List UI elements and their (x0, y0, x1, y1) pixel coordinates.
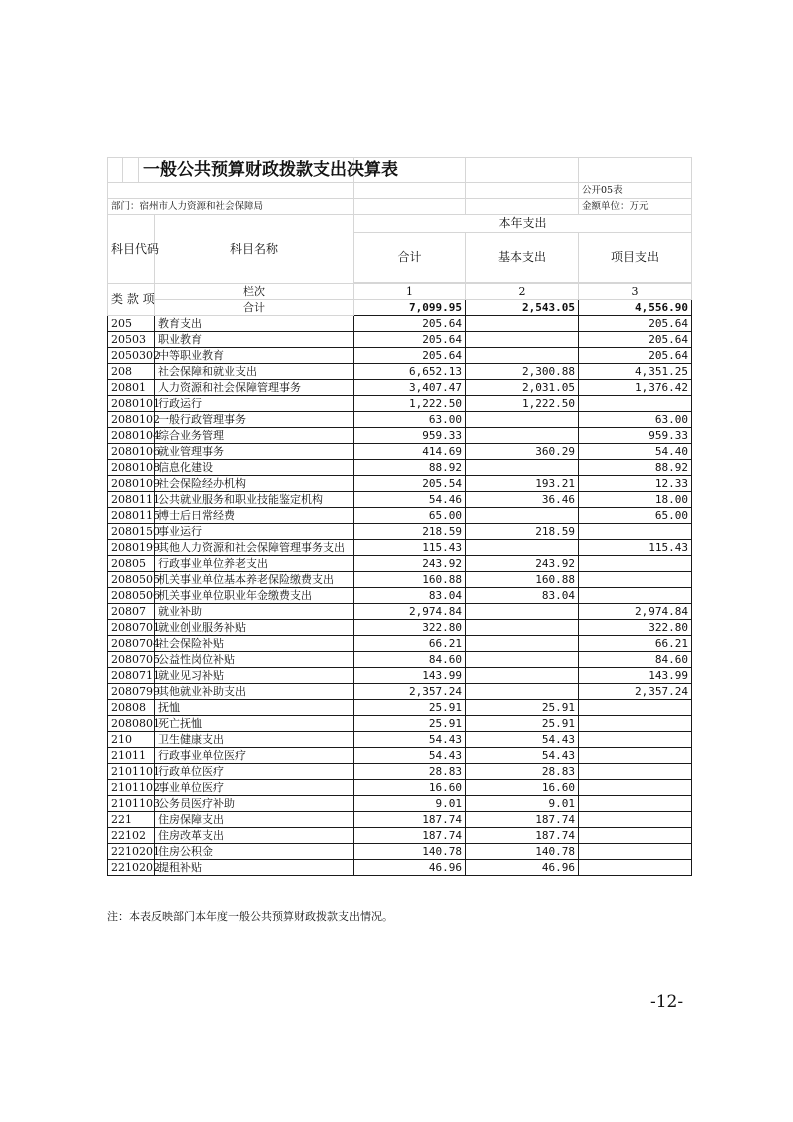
subject-code-cell: 2080150 (108, 524, 155, 540)
totals-total: 7,099.95 (354, 300, 466, 316)
project-cell: 88.92 (579, 460, 692, 476)
basic-cell: 28.83 (466, 764, 579, 780)
basic-cell: 1,222.50 (466, 396, 579, 412)
subject-code-cell: 2080506 (108, 588, 155, 604)
subject-name-cell: 博士后日常经费 (155, 508, 354, 524)
subject-name-cell: 住房保障支出 (155, 812, 354, 828)
basic-cell: 2,300.88 (466, 364, 579, 380)
table-row (108, 476, 692, 492)
table-row (108, 396, 692, 412)
project-cell (579, 396, 692, 412)
subject-code-cell: 22102 (108, 828, 155, 844)
total-cell: 83.04 (354, 588, 466, 604)
table-row (108, 524, 692, 540)
table-row (108, 604, 692, 620)
project-cell: 959.33 (579, 428, 692, 444)
header-subject-code: 科目代码 (108, 215, 155, 284)
basic-cell: 25.91 (466, 716, 579, 732)
subject-name-cell: 行政事业单位养老支出 (155, 556, 354, 572)
subject-code-cell: 20801 (108, 380, 155, 396)
basic-cell (466, 428, 579, 444)
subject-name-cell: 一般行政管理事务 (155, 412, 354, 428)
basic-cell (466, 316, 579, 332)
table-row (108, 828, 692, 844)
subject-name-cell: 就业见习补贴 (155, 668, 354, 684)
table-row (108, 428, 692, 444)
subject-name-cell: 住房公积金 (155, 844, 354, 860)
project-cell (579, 556, 692, 572)
table-row (108, 716, 692, 732)
column-no-2: 2 (466, 284, 579, 300)
table-row (108, 796, 692, 812)
total-cell: 84.60 (354, 652, 466, 668)
form-code: 公开05表 (579, 183, 692, 199)
subject-code-cell: 2080705 (108, 652, 155, 668)
basic-cell: 54.43 (466, 748, 579, 764)
table-row (108, 444, 692, 460)
project-cell: 18.00 (579, 492, 692, 508)
expenditure-sheet (107, 157, 691, 876)
project-cell (579, 780, 692, 796)
project-cell (579, 828, 692, 844)
subject-code-cell: 20807 (108, 604, 155, 620)
subject-code-cell: 2080701 (108, 620, 155, 636)
basic-cell: 160.88 (466, 572, 579, 588)
subject-code-cell: 2080799 (108, 684, 155, 700)
basic-cell (466, 348, 579, 364)
project-cell (579, 748, 692, 764)
subject-name-cell: 中等职业教育 (155, 348, 354, 364)
project-cell: 2,357.24 (579, 684, 692, 700)
subject-code-cell: 2080101 (108, 396, 155, 412)
basic-cell (466, 652, 579, 668)
project-cell (579, 588, 692, 604)
subject-name-cell: 公务员医疗补助 (155, 796, 354, 812)
table-row (108, 700, 692, 716)
total-cell: 63.00 (354, 412, 466, 428)
subject-code-cell: 2080106 (108, 444, 155, 460)
header-total: 合计 (354, 233, 466, 283)
header-column-no: 栏次 (155, 284, 354, 300)
basic-cell (466, 460, 579, 476)
table-row (108, 460, 692, 476)
basic-cell: 218.59 (466, 524, 579, 540)
total-cell: 187.74 (354, 812, 466, 828)
total-cell: 160.88 (354, 572, 466, 588)
total-cell: 218.59 (354, 524, 466, 540)
project-cell (579, 860, 692, 876)
table-row (108, 588, 692, 604)
subject-code-cell: 205 (108, 316, 155, 332)
subject-name-cell: 其他就业补助支出 (155, 684, 354, 700)
subject-name-cell: 机关事业单位基本养老保险缴费支出 (155, 572, 354, 588)
subject-code-cell: 20808 (108, 700, 155, 716)
basic-cell (466, 684, 579, 700)
project-cell: 65.00 (579, 508, 692, 524)
total-cell: 3,407.47 (354, 380, 466, 396)
total-cell: 205.64 (354, 332, 466, 348)
subject-code-cell: 2101103 (108, 796, 155, 812)
subject-name-cell: 教育支出 (155, 316, 354, 332)
subject-code-cell: 221 (108, 812, 155, 828)
subject-code-cell: 2080108 (108, 460, 155, 476)
table-row (108, 844, 692, 860)
table-row (108, 380, 692, 396)
total-cell: 28.83 (354, 764, 466, 780)
project-cell: 2,974.84 (579, 604, 692, 620)
subject-code-cell: 2080102 (108, 412, 155, 428)
header-class-label: 类 款 项 (108, 284, 155, 316)
header-current-year: 本年支出 (354, 215, 692, 233)
table-row (108, 316, 692, 332)
basic-cell: 36.46 (466, 492, 579, 508)
basic-cell: 140.78 (466, 844, 579, 860)
subject-name-cell: 住房改革支出 (155, 828, 354, 844)
subject-code-cell: 2080104 (108, 428, 155, 444)
total-cell: 414.69 (354, 444, 466, 460)
totals-project: 4,556.90 (579, 300, 692, 316)
subject-name-cell: 公共就业服务和职业技能鉴定机构 (155, 492, 354, 508)
subject-name-cell: 行政单位医疗 (155, 764, 354, 780)
project-cell: 115.43 (579, 540, 692, 556)
table-row (108, 620, 692, 636)
total-cell: 205.64 (354, 348, 466, 364)
total-cell: 54.43 (354, 732, 466, 748)
subject-name-cell: 机关事业单位职业年金缴费支出 (155, 588, 354, 604)
basic-cell (466, 332, 579, 348)
basic-cell: 187.74 (466, 828, 579, 844)
project-cell (579, 812, 692, 828)
basic-cell: 16.60 (466, 780, 579, 796)
project-cell: 322.80 (579, 620, 692, 636)
column-no-3: 3 (579, 284, 692, 300)
total-cell: 65.00 (354, 508, 466, 524)
table-row (108, 540, 692, 556)
total-cell: 66.21 (354, 636, 466, 652)
subject-code-cell: 2101102 (108, 780, 155, 796)
subject-code-cell: 2101101 (108, 764, 155, 780)
subject-code-cell: 2080704 (108, 636, 155, 652)
subject-code-cell: 20805 (108, 556, 155, 572)
unit-label: 金额单位：万元 (579, 199, 692, 215)
project-cell: 4,351.25 (579, 364, 692, 380)
subject-name-cell: 就业补助 (155, 604, 354, 620)
total-cell: 115.43 (354, 540, 466, 556)
project-cell (579, 764, 692, 780)
basic-cell: 2,031.05 (466, 380, 579, 396)
table-row (108, 508, 692, 524)
total-cell: 25.91 (354, 716, 466, 732)
subject-name-cell: 信息化建设 (155, 460, 354, 476)
total-cell: 54.46 (354, 492, 466, 508)
table-row (108, 332, 692, 348)
totals-row (108, 300, 692, 316)
total-cell: 54.43 (354, 748, 466, 764)
basic-cell: 25.91 (466, 700, 579, 716)
project-cell (579, 524, 692, 540)
subject-code-cell: 2080115 (108, 508, 155, 524)
subject-name-cell: 事业单位医疗 (155, 780, 354, 796)
basic-cell: 9.01 (466, 796, 579, 812)
subject-code-cell: 2050302 (108, 348, 155, 364)
total-cell: 243.92 (354, 556, 466, 572)
basic-cell (466, 540, 579, 556)
subject-code-cell: 2210202 (108, 860, 155, 876)
header-subject-name: 科目名称 (155, 215, 354, 284)
table-row (108, 860, 692, 876)
subject-name-cell: 其他人力资源和社会保障管理事务支出 (155, 540, 354, 556)
subject-name-cell: 综合业务管理 (155, 428, 354, 444)
basic-cell (466, 620, 579, 636)
table-row (108, 492, 692, 508)
column-no-1: 1 (354, 284, 466, 300)
project-cell (579, 844, 692, 860)
report-title: 一般公共预算财政拨款支出决算表 (139, 158, 354, 183)
expenditure-table (107, 157, 692, 876)
project-cell: 66.21 (579, 636, 692, 652)
project-cell: 143.99 (579, 668, 692, 684)
subject-code-cell: 2080111 (108, 492, 155, 508)
basic-cell: 54.43 (466, 732, 579, 748)
total-cell: 187.74 (354, 828, 466, 844)
table-row (108, 556, 692, 572)
table-row (108, 684, 692, 700)
basic-cell (466, 636, 579, 652)
header-project: 项目支出 (579, 233, 692, 283)
subject-code-cell: 20503 (108, 332, 155, 348)
basic-cell: 187.74 (466, 812, 579, 828)
totals-label: 合计 (155, 300, 354, 316)
subject-name-cell: 行政事业单位医疗 (155, 748, 354, 764)
project-cell: 205.64 (579, 332, 692, 348)
table-row (108, 732, 692, 748)
subject-name-cell: 死亡抚恤 (155, 716, 354, 732)
subject-code-cell: 2080199 (108, 540, 155, 556)
basic-cell: 83.04 (466, 588, 579, 604)
subject-name-cell: 事业运行 (155, 524, 354, 540)
total-cell: 959.33 (354, 428, 466, 444)
header-basic: 基本支出 (466, 233, 579, 283)
total-cell: 205.64 (354, 316, 466, 332)
basic-cell (466, 668, 579, 684)
subject-name-cell: 社会保险经办机构 (155, 476, 354, 492)
subject-name-cell: 抚恤 (155, 700, 354, 716)
project-cell (579, 700, 692, 716)
total-cell: 25.91 (354, 700, 466, 716)
basic-cell: 193.21 (466, 476, 579, 492)
subject-code-cell: 208 (108, 364, 155, 380)
subject-name-cell: 卫生健康支出 (155, 732, 354, 748)
subject-code-cell: 210 (108, 732, 155, 748)
subject-code-cell: 2080801 (108, 716, 155, 732)
footnote: 注：本表反映部门本年度一般公共预算财政拨款支出情况。 (107, 910, 393, 923)
table-row (108, 652, 692, 668)
basic-cell (466, 412, 579, 428)
table-row (108, 668, 692, 684)
basic-cell (466, 604, 579, 620)
project-cell: 205.64 (579, 316, 692, 332)
table-row (108, 636, 692, 652)
project-cell: 84.60 (579, 652, 692, 668)
project-cell: 12.33 (579, 476, 692, 492)
subject-name-cell: 职业教育 (155, 332, 354, 348)
table-row (108, 572, 692, 588)
total-cell: 143.99 (354, 668, 466, 684)
total-cell: 140.78 (354, 844, 466, 860)
total-cell: 6,652.13 (354, 364, 466, 380)
subject-name-cell: 公益性岗位补贴 (155, 652, 354, 668)
project-cell (579, 716, 692, 732)
subject-name-cell: 人力资源和社会保障管理事务 (155, 380, 354, 396)
project-cell: 205.64 (579, 348, 692, 364)
basic-cell (466, 508, 579, 524)
total-cell: 16.60 (354, 780, 466, 796)
subject-name-cell: 行政运行 (155, 396, 354, 412)
subject-code-cell: 2080505 (108, 572, 155, 588)
project-cell: 1,376.42 (579, 380, 692, 396)
basic-cell: 360.29 (466, 444, 579, 460)
department-label: 部门：宿州市人力资源和社会保障局 (108, 199, 354, 215)
page-number: -12- (650, 992, 684, 1012)
subject-name-cell: 就业管理事务 (155, 444, 354, 460)
total-cell: 1,222.50 (354, 396, 466, 412)
table-row (108, 812, 692, 828)
total-cell: 88.92 (354, 460, 466, 476)
subject-name-cell: 社会保险补贴 (155, 636, 354, 652)
total-cell: 46.96 (354, 860, 466, 876)
total-cell: 9.01 (354, 796, 466, 812)
project-cell: 54.40 (579, 444, 692, 460)
table-row (108, 364, 692, 380)
basic-cell: 243.92 (466, 556, 579, 572)
subject-code-cell: 2080711 (108, 668, 155, 684)
table-row (108, 780, 692, 796)
project-cell (579, 732, 692, 748)
project-cell (579, 572, 692, 588)
total-cell: 2,357.24 (354, 684, 466, 700)
total-cell: 2,974.84 (354, 604, 466, 620)
project-cell (579, 796, 692, 812)
subject-name-cell: 就业创业服务补贴 (155, 620, 354, 636)
table-row (108, 748, 692, 764)
table-row (108, 764, 692, 780)
total-cell: 322.80 (354, 620, 466, 636)
subject-code-cell: 2210201 (108, 844, 155, 860)
table-row (108, 412, 692, 428)
basic-cell: 46.96 (466, 860, 579, 876)
subject-name-cell: 提租补贴 (155, 860, 354, 876)
totals-basic: 2,543.05 (466, 300, 579, 316)
project-cell: 63.00 (579, 412, 692, 428)
subject-name-cell: 社会保障和就业支出 (155, 364, 354, 380)
subject-code-cell: 21011 (108, 748, 155, 764)
subject-code-cell: 2080109 (108, 476, 155, 492)
total-cell: 205.54 (354, 476, 466, 492)
table-row (108, 348, 692, 364)
